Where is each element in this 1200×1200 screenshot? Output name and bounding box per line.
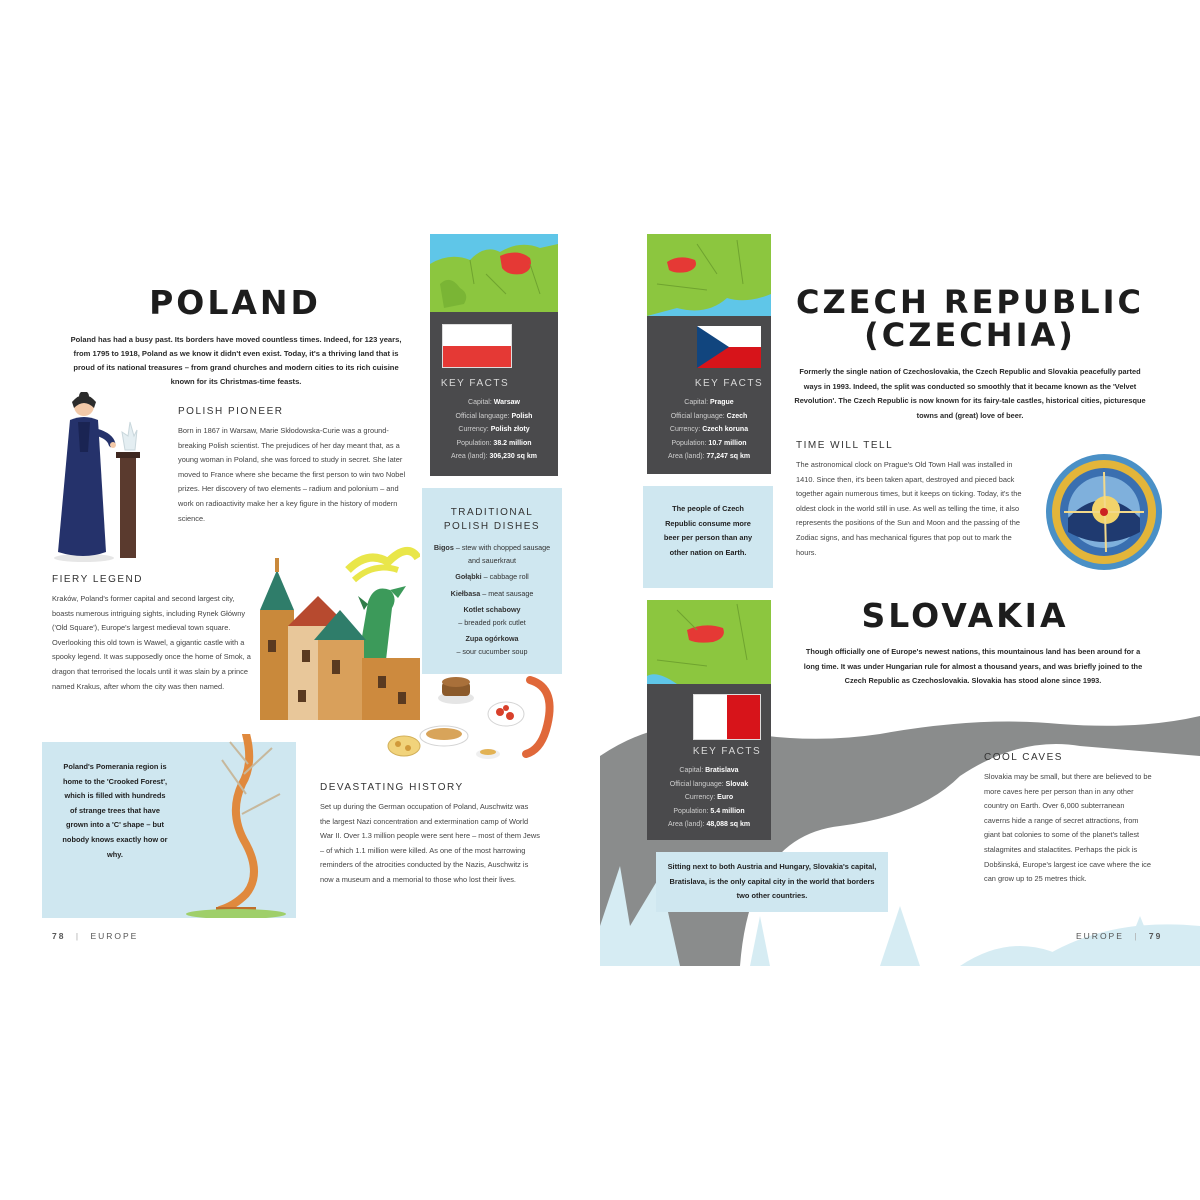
poland-title: POLAND <box>149 283 321 322</box>
poland-flag <box>442 324 512 368</box>
dish-item: Gołąbki – cabbage roll <box>455 572 529 581</box>
czech-title-line2: (CZECHIA) <box>864 316 1076 354</box>
poland-facts-list <box>430 396 558 464</box>
bratislava-box <box>656 852 888 912</box>
poland-facts-heading: KEY FACTS <box>440 378 510 389</box>
czech-title-line1: CZECH REPUBLIC <box>795 283 1145 321</box>
crooked-tree-illustration <box>176 734 296 918</box>
wawel-castle-dragon-illustration <box>258 540 420 720</box>
fact-row: Official language: Slovak <box>669 780 749 788</box>
fact-row: Population: 10.7 million <box>671 439 747 447</box>
fact-row: Population: 5.4 million <box>673 807 745 815</box>
slovakia-title: SLOVAKIA <box>861 596 1069 635</box>
right-section-label: EUROPE <box>1076 931 1124 941</box>
legend-text: Kraków, Poland's former capital and second largest city, boasts numerous intriguing sights, including Rynek Główny ('Old Square'), Europe's largest medieval town square. Overlooking this old town is Wawel, a gigantic castle with a spooky legend. It was supposedly once the home of Smok, a dragon that terrorised the locals until it was slain by a prince named Krakus, after whom the city was then named. <box>52 594 251 691</box>
bratislava-callout: Sitting next to both Austria and Hungary, Slovakia's capital, Bratislava, is the only capital city in the world that borders two other countries. <box>667 862 877 901</box>
fact-row: Currency: Czech koruna <box>669 426 749 433</box>
czech-beer-callout: The people of Czech Republic consume more beer per person than any other nation on Earth. <box>663 504 753 557</box>
clock-heading: TIME WILL TELL <box>796 440 894 451</box>
europe-map-poland <box>430 234 558 312</box>
right-page-number: 79 <box>1148 931 1163 941</box>
dish-item: Kiełbasa – meat sausage <box>450 588 534 598</box>
pioneer-heading: POLISH PIONEER <box>178 406 284 417</box>
dish-item: Zupa ogórkowa – sour cucumber soup <box>456 634 528 656</box>
clock-text: The astronomical clock on Prague's Old Town Hall was installed in 1410. Since then, it's been taken apart, destroyed and pieced back together again numerous times, but it keeps on ticking. Today, it's the oldest clock in the world still in use. As well as telling the time, it also represents the positions of the Sun and Moon and the passing of the Zodiac signs, and has mechanical figures that pop out to mark the hours. <box>796 460 1022 557</box>
poland-key-facts <box>430 312 558 476</box>
czech-facts-heading: KEY FACTS <box>694 378 764 389</box>
dish-item: Kotlet schabowy – breaded pork cutlet <box>458 605 526 627</box>
poland-intro: Poland has had a busy past. Its borders have moved countless times. Indeed, for 123 years, from 1795 to 1918, Poland as we know it didn't even exist. Today, it's a thriving land that is proud of its national treasures – from grand churches and modern cities to its rich cuisine known for its Christmas-time feasts. <box>70 335 402 386</box>
history-text: Set up during the German occupation of Poland, Auschwitz was the largest Nazi concentration and extermination camp of World War II. Over 1.3 million people were sent here – most of them Jews – of which 1.1 million were killed. As one of the most harrowing reminders of the atrocities conducted by the Nazis, Auschwitz is now a museum and a memorial to those who lost their lives. <box>320 802 540 884</box>
slovakia-flag <box>693 694 761 740</box>
czech-facts-list <box>647 396 771 464</box>
astronomical-clock-illustration <box>1044 452 1164 572</box>
fact-row: Currency: Polish złoty <box>458 426 530 433</box>
fact-row: Official language: Polish <box>455 412 533 420</box>
pioneer-text: Born in 1867 in Warsaw, Marie Skłodowska-Curie was a ground-breaking Polish scientist. The prejudices of her day meant that, as a young woman in Poland, she was forced to study in secret. She later moved to France where she became the first person to win two Nobel prizes. Her discovery of two elements – radium and polonium – and work on radioactivity make her a key figure in the history of modern science. <box>178 426 406 523</box>
crooked-forest-callout: Poland's Pomerania region is home to the 'Crooked Forest', which is filled with hundreds of strange trees that have grown into a 'C' shape – but nobody knows exactly how or why. <box>62 762 168 859</box>
legend-heading: FIERY LEGEND <box>52 574 143 585</box>
slovakia-key-facts <box>647 684 771 840</box>
caves-heading: COOL CAVES <box>984 752 1063 763</box>
czech-map <box>647 234 771 316</box>
slovakia-facts-list <box>647 764 771 832</box>
poland-map <box>430 234 558 312</box>
europe-map-czech <box>647 234 771 316</box>
fact-row: Currency: Euro <box>684 794 734 801</box>
fact-row: Official language: Czech <box>670 412 748 420</box>
fact-row: Capital: Bratislava <box>679 767 739 774</box>
history-heading: DEVASTATING HISTORY <box>320 782 464 793</box>
left-page-number: 78 <box>52 931 66 941</box>
czech-intro: Formerly the single nation of Czechoslovakia, the Czech Republic and Slovakia peacefully parted ways in 1993. Indeed, the split was conducted so smoothly that it became known as the 'Velvet Revolution'. The Czech Republic is now known for its fairy-tale castles, historical cities, picturesque towns and (great) love of beer. <box>794 367 1146 420</box>
fact-row: Area (land): 77,247 sq km <box>667 453 751 460</box>
slovakia-map <box>647 600 771 684</box>
left-section-label: EUROPE <box>90 931 139 941</box>
fact-row: Area (land): 48,088 sq km <box>667 821 751 828</box>
slovakia-facts-heading: KEY FACTS <box>692 746 762 757</box>
czech-key-facts <box>647 316 771 474</box>
caves-text: Slovakia may be small, but there are believed to be more caves here per person than in any other country on Earth. Over 6,000 subterranean caverns hide a range of secret attractions, from giant bat colonies to some of the planet's tallest stalagmites and stalactites. Perhaps the pick is Dobšinská, Europe's largest ice cave where the ice can grow up to 25 metres thick. <box>984 772 1152 884</box>
czech-beer-box <box>643 486 773 588</box>
dishes-heading: TRADITIONAL POLISH DISHES <box>443 507 541 532</box>
fact-row: Area (land): 306,230 sq km <box>450 453 537 460</box>
polish-dishes-box <box>422 488 562 674</box>
dish-item: Bigos – stew with chopped sausage and sauerkraut <box>433 543 551 565</box>
fact-row: Capital: Prague <box>684 399 734 406</box>
czech-flag <box>697 326 761 368</box>
marie-curie-illustration <box>40 392 146 564</box>
slovakia-intro: Though officially one of Europe's newest nations, this mountainous land has been around for a long time. It was under Hungarian rule for almost a thousand years, and was briefly joined to the Czech Republic as Czechoslovakia. Slovakia has stood alone since 1993. <box>803 647 1143 686</box>
crooked-forest-box <box>42 742 296 918</box>
fact-row: Population: 38.2 million <box>456 439 532 447</box>
europe-map-slovakia <box>647 600 771 684</box>
dishes-list <box>430 542 554 658</box>
right-folio: EUROPE | 79 <box>1076 931 1163 941</box>
fact-row: Capital: Warsaw <box>468 399 520 406</box>
left-folio: 78 | EUROPE <box>52 931 139 941</box>
